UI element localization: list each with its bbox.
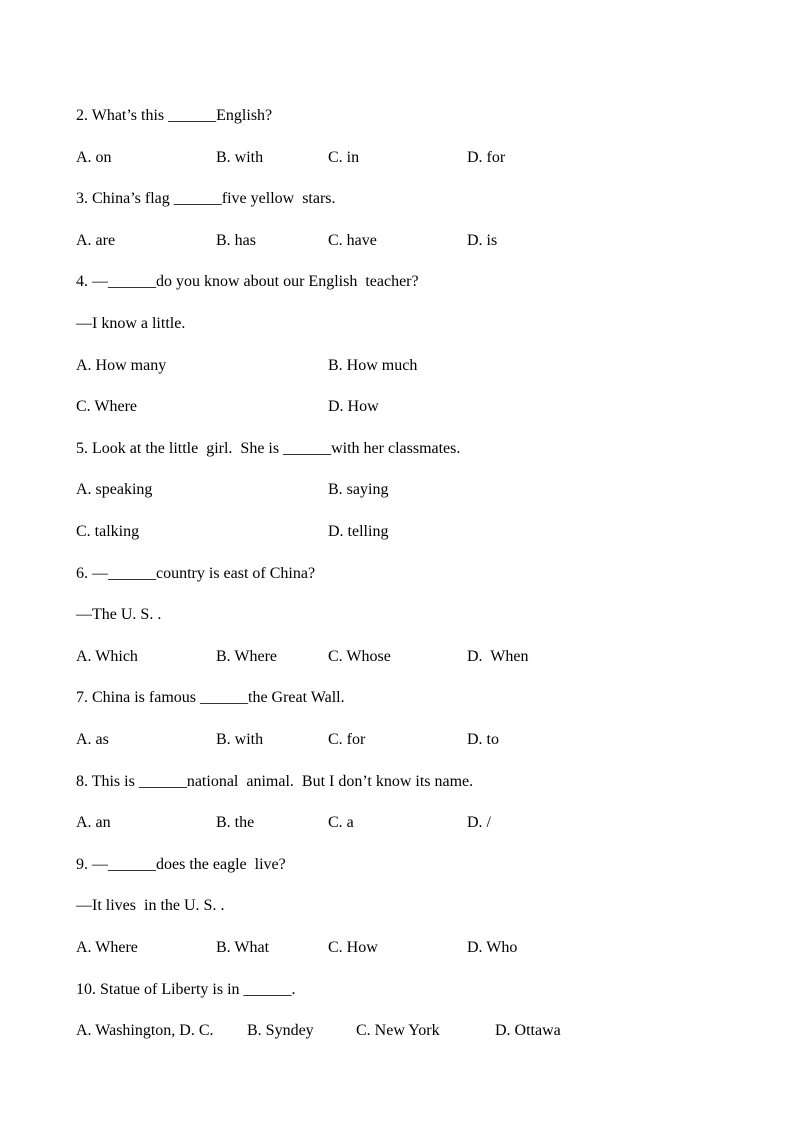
q2-option-d: D. for bbox=[467, 149, 506, 166]
q10-option-a: A. Washington, D. C. bbox=[76, 1022, 214, 1039]
q2-option-a: A. on bbox=[76, 149, 112, 166]
q3-option-d: D. is bbox=[467, 232, 498, 249]
question-10-stem: 10. Statue of Liberty is in ______. bbox=[76, 981, 296, 998]
question-5-stem: 5. Look at the little girl. She is ______with her classmates. bbox=[76, 440, 461, 457]
question-3-stem: 3. China’s flag ______five yellow stars. bbox=[76, 190, 336, 207]
q3-option-c: C. have bbox=[328, 232, 377, 249]
q5-option-d: D. telling bbox=[328, 523, 389, 540]
q9-option-a: A. Where bbox=[76, 939, 138, 956]
q5-option-b: B. saying bbox=[328, 481, 389, 498]
q4-option-a: A. How many bbox=[76, 357, 167, 374]
q2-option-c: C. in bbox=[328, 149, 360, 166]
q6-option-a: A. Which bbox=[76, 648, 138, 665]
q5-option-c: C. talking bbox=[76, 523, 140, 540]
q4-option-b: B. How much bbox=[328, 357, 418, 374]
question-9-stem: 9. —______does the eagle live? bbox=[76, 856, 286, 873]
q7-option-d: D. to bbox=[467, 731, 499, 748]
q10-option-d: D. Ottawa bbox=[495, 1022, 561, 1039]
question-4-reply: —I know a little. bbox=[76, 315, 186, 332]
q2-option-b: B. with bbox=[216, 149, 264, 166]
q4-option-c: C. Where bbox=[76, 398, 138, 415]
q8-option-c: C. a bbox=[328, 814, 354, 831]
q8-option-a: A. an bbox=[76, 814, 111, 831]
question-7-stem: 7. China is famous ______the Great Wall. bbox=[76, 689, 345, 706]
q7-option-a: A. as bbox=[76, 731, 109, 748]
q9-option-c: C. How bbox=[328, 939, 378, 956]
q6-option-d: D. When bbox=[467, 648, 529, 665]
q4-option-d: D. How bbox=[328, 398, 379, 415]
q10-option-b: B. Syndey bbox=[247, 1022, 314, 1039]
question-8-stem: 8. This is ______national animal. But I don’t know its name. bbox=[76, 773, 474, 790]
q6-option-c: C. Whose bbox=[328, 648, 391, 665]
question-6-stem: 6. —______country is east of China? bbox=[76, 565, 316, 582]
q8-option-d: D. / bbox=[467, 814, 491, 831]
question-9-reply: —It lives in the U. S. . bbox=[76, 897, 225, 914]
question-2-stem: 2. What’s this ______English? bbox=[76, 107, 273, 124]
q7-option-c: C. for bbox=[328, 731, 366, 748]
q3-option-b: B. has bbox=[216, 232, 256, 249]
q9-option-d: D. Who bbox=[467, 939, 518, 956]
q9-option-b: B. What bbox=[216, 939, 270, 956]
question-6-reply: —The U. S. . bbox=[76, 606, 162, 623]
q10-option-c: C. New York bbox=[356, 1022, 440, 1039]
q6-option-b: B. Where bbox=[216, 648, 278, 665]
q7-option-b: B. with bbox=[216, 731, 264, 748]
q5-option-a: A. speaking bbox=[76, 481, 153, 498]
question-4-stem: 4. —______do you know about our English teacher? bbox=[76, 273, 419, 290]
q3-option-a: A. are bbox=[76, 232, 116, 249]
q8-option-b: B. the bbox=[216, 814, 255, 831]
